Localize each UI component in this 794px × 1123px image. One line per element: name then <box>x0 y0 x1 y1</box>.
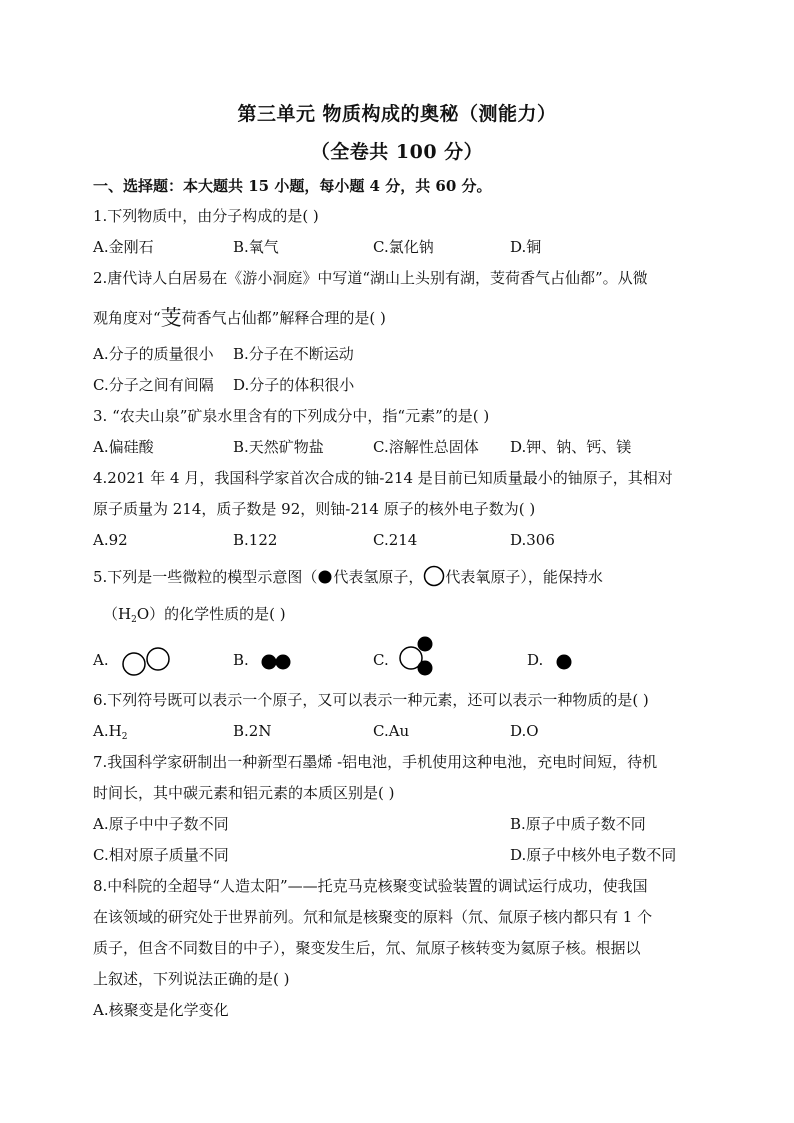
q7-option-b: B.原子中质子数不同 <box>510 815 646 833</box>
q5-stem-line2: $(H_2O)$的化学性质的是( ) <box>103 605 286 625</box>
q6-option-c: C.Au <box>373 722 410 740</box>
q8-stem-line1: 8.中科院的全超导“人造太阳”——托克马克核聚变试验装置的调试运行成功，使我国 <box>93 877 648 895</box>
q5-model-b-hydrogen-molecule <box>260 653 294 671</box>
hydrogen-atom-icon <box>317 569 333 585</box>
q3-stem: 3. “农夫山泉”矿泉水里含有的下列成分中，指“元素”的是( ) <box>93 407 490 425</box>
q7-option-a: A.原子中中子数不同 <box>93 815 229 833</box>
q8-stem-line2: 在该领域的研究处于世界前列。氘和氚是核聚变的原料（氘、氚原子核内都只有 1 个 <box>93 908 653 926</box>
q4-stem-line2: 原子质量为 214，质子数是 92，则铀-214 原子的核外电子数为( ) <box>93 500 536 518</box>
q5-option-b: B. <box>233 651 249 669</box>
q4-option-d: D.306 <box>510 531 555 549</box>
q6-stem: 6.下列符号既可以表示一个原子，又可以表示一种元素，还可以表示一种物质的是( ) <box>93 691 649 709</box>
q4-option-a: A.92 <box>93 531 128 549</box>
q6-option-d: D.O <box>510 722 539 740</box>
q2-option-a: A.分子的质量很小 <box>93 345 214 363</box>
q8-stem-line4: 上叙述，下列说法正确的是( ) <box>93 970 290 988</box>
q6-option-a: $A.H_2$ <box>93 722 128 742</box>
q6-option-b: B.2N <box>233 722 272 740</box>
section-heading: 一、选择题：本大题共 15 小题，每小题 4 分，共 60 分。 <box>93 177 492 195</box>
q1-option-b: B.氧气 <box>233 238 279 256</box>
q7-option-d: D.原子中核外电子数不同 <box>510 846 677 864</box>
q5-option-c: C. <box>373 651 389 669</box>
q8-option-a: A.核聚变是化学变化 <box>93 1001 229 1019</box>
q3-option-c: C.溶解性总固体 <box>373 438 479 456</box>
q7-stem-line1: 7.我国科学家研制出一种新型石墨烯 -铝电池，手机使用这种电池，充电时间短，待机 <box>93 753 658 771</box>
q5-option-a: A. <box>93 651 109 669</box>
q1-option-a: A.金刚石 <box>93 238 154 256</box>
q1-option-c: C.氯化钠 <box>373 238 434 256</box>
q2-option-c: C.分子之间有间隔 <box>93 376 214 394</box>
q5-option-d: D. <box>527 651 544 669</box>
q1-stem: 1.下列物质中，由分子构成的是( ) <box>93 207 319 225</box>
q1-option-d: D.铜 <box>510 238 542 256</box>
q2-option-b: B.分子在不断运动 <box>233 345 354 363</box>
q7-option-c: C.相对原子质量不同 <box>93 846 229 864</box>
q5-stem-line1: 5.下列是一些微粒的模型示意图（ 代表氢原子， 代表氧原子），能保持水 <box>93 565 603 587</box>
q4-stem-line1: 4.2021 年 4 月，我国科学家首次合成的铀-214 是目前已知质量最小的铀原子，其相对 <box>93 469 673 487</box>
q4-option-b: B.122 <box>233 531 278 549</box>
page-subtitle: （全卷共 100 分） <box>310 141 484 163</box>
q5-model-d-hydrogen-atom <box>555 653 573 671</box>
q5-model-c-water-molecule <box>397 635 437 677</box>
page-title: 第三单元 物质构成的奥秘（测能力） <box>237 103 557 125</box>
q3-option-b: B.天然矿物盐 <box>233 438 324 456</box>
q3-option-a: A.偏硅酸 <box>93 438 154 456</box>
oxygen-atom-icon <box>423 565 445 587</box>
q4-option-c: C.214 <box>373 531 418 549</box>
q2-stem-line2: 观角度对“芰荷香气占仙都”解释合理的是( ) <box>93 306 386 330</box>
q5-model-a-oxygen-molecule <box>120 647 172 677</box>
q2-stem-line1: 2.唐代诗人白居易在《游小洞庭》中写道“湖山上头别有湖，芰荷香气占仙都”。从微 <box>93 269 648 287</box>
q8-stem-line3: 质子，但含不同数目的中子），聚变发生后，氘、氚原子核转变为氦原子核。根据以 <box>93 939 641 957</box>
q2-option-d: D.分子的体积很小 <box>233 376 355 394</box>
q7-stem-line2: 时间长，其中碳元素和铝元素的本质区别是( ) <box>93 784 395 802</box>
q3-option-d: D.钾、钠、钙、镁 <box>510 438 632 456</box>
